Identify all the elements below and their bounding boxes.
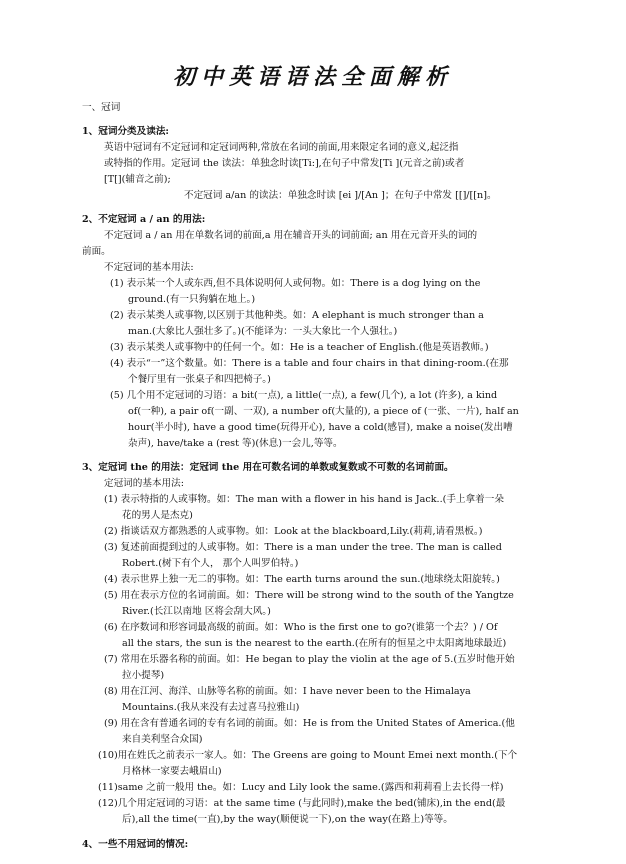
list-item: (2) 指谈话双方都熟悉的人或事物。如：Look at the blackboard,Lily.(莉莉,请看黑板。) bbox=[104, 526, 483, 537]
list-item: 后),all the time(一直),by the way(顺便说一下),on the way(在路上)等等。 bbox=[122, 814, 453, 825]
list-item: (3) 复述前面提到过的人或事物。如：There is a man under the tree. The man is called bbox=[104, 542, 502, 553]
paragraph-line: [T[](辅音之前); bbox=[104, 174, 171, 185]
paragraph-line: 不定冠词 a/an 的读法：单独念时读 [ei ]/[An ]；在句子中常发 [[]/[[n]。 bbox=[184, 190, 497, 201]
list-item: (4) 表示世界上独一无二的事物。如：The earth turns around the sun.(地球绕太阳旋转。) bbox=[104, 574, 500, 585]
paragraph-line: 不定冠词 a / an 用在单数名词的前面,a 用在辅音开头的词前面; an 用在元音开头的词的 bbox=[104, 230, 478, 241]
list-item: hour(半小时), have a good time(玩得开心), have a cold(感冒), make a noise(发出嘈 bbox=[128, 422, 513, 433]
paragraph-line: 英语中冠词有不定冠词和定冠词两种,常放在名词的前面,用来限定名词的意义,起泛指 bbox=[104, 142, 459, 153]
list-item: (2) 表示某类人或事物,以区别于其他种类。如：A elephant is much stronger than a bbox=[110, 310, 484, 321]
list-item: (10)用在姓氏之前表示一家人。如：The Greens are going to Mount Emei next month.(下个 bbox=[98, 750, 518, 761]
list-item: (6) 在序数词和形容词最高级的前面。如：Who is the first one to go?(谁第一个去？) / Of bbox=[104, 622, 498, 633]
list-item: (8) 用在江河、海洋、山脉等名称的前面。如：I have never been to the Himalaya bbox=[104, 686, 471, 697]
paragraph-line: 或特指的作用。定冠词 the 读法：单独念时读[Ti:],在句子中常发[Ti ](元音之前)或者 bbox=[104, 158, 465, 169]
list-item: (9) 用在含有普通名词的专有名词的前面。如：He is from the United States of America.(他 bbox=[104, 718, 515, 729]
list-item: (11)same 之前一般用 the。如：Lucy and Lily look the same.(露西和莉莉看上去长得一样) bbox=[98, 782, 504, 793]
list-item: (1) 表示某一个人或东西,但不具体说明何人或何物。如：There is a dog lying on the bbox=[110, 278, 481, 289]
subsection-heading: 2、不定冠词 a / an 的用法: bbox=[82, 214, 206, 225]
list-item: (3) 表示某类人或事物中的任何一个。如：He is a teacher of English.(他是英语教师。) bbox=[110, 342, 489, 353]
subsection-heading: 1、冠词分类及读法: bbox=[82, 126, 169, 137]
list-item: (5) 用在表示方位的名词前面。如：There will be strong wind to the south of the Yangtze bbox=[104, 590, 514, 601]
paragraph-line: 前面。 bbox=[82, 246, 111, 257]
list-item: (5) 几个用不定冠词的习语：a bit(一点), a little(一点), a few(几个), a lot (许多), a kind bbox=[110, 390, 498, 401]
list-item: Robert.(树下有个人， 那个人叫罗伯特。) bbox=[122, 558, 299, 569]
list-item: man.(大象比人强壮多了。)(不能译为：一头大象比一个人强壮。) bbox=[128, 326, 398, 337]
list-item: (4) 表示“一”这个数量。如：There is a table and four chairs in that dining-room.(在那 bbox=[110, 358, 509, 369]
list-item: 杂声), have/take a (rest 等)(休息)一会儿,等等。 bbox=[128, 438, 343, 449]
paragraph-line: 定冠词的基本用法: bbox=[104, 478, 184, 489]
list-item: of(一种), a pair of(一副、一双), a number of(大量的), a piece of (一张、一片), half an bbox=[128, 406, 519, 417]
list-item: 来自美利坚合众国) bbox=[122, 734, 203, 745]
list-item: (12)几个用定冠词的习语：at the same time (与此同时),make the bed(铺床),in the end(最 bbox=[98, 798, 506, 809]
list-item: River.(长江以南地 区将会刮大风。) bbox=[122, 606, 271, 617]
list-item: 个餐厅里有一张桌子和四把椅子。) bbox=[128, 374, 271, 385]
paragraph-line: 不定冠词的基本用法: bbox=[104, 262, 194, 273]
subsection-heading: 3、定冠词 the 的用法：定冠词 the 用在可数名词的单数或复数或不可数的名词前面。 bbox=[82, 462, 454, 473]
list-item: (1) 表示特指的人或事物。如：The man with a flower in his hand is Jack..(手上拿着一朵 bbox=[104, 494, 504, 505]
list-item: 拉小提琴) bbox=[122, 670, 165, 681]
list-item: (7) 常用在乐器名称的前面。如：He began to play the violin at the age of 5.(五岁时他开始 bbox=[104, 654, 515, 665]
section-heading: 一、冠词 bbox=[82, 102, 121, 113]
page-title: 初中英语语法全面解析 bbox=[172, 64, 453, 90]
list-item: 月格林一家要去峨眉山) bbox=[122, 766, 222, 777]
list-item: 花的男人是杰克) bbox=[122, 510, 193, 521]
list-item: all the stars, the sun is the nearest to the earth.(在所有的恒星之中太阳离地球最近) bbox=[122, 638, 507, 649]
list-item: ground.(有一只狗躺在地上。) bbox=[128, 294, 256, 305]
list-item: Mountains.(我从来没有去过喜马拉雅山) bbox=[122, 702, 300, 713]
subsection-heading: 4、一些不用冠词的情况: bbox=[82, 839, 189, 850]
